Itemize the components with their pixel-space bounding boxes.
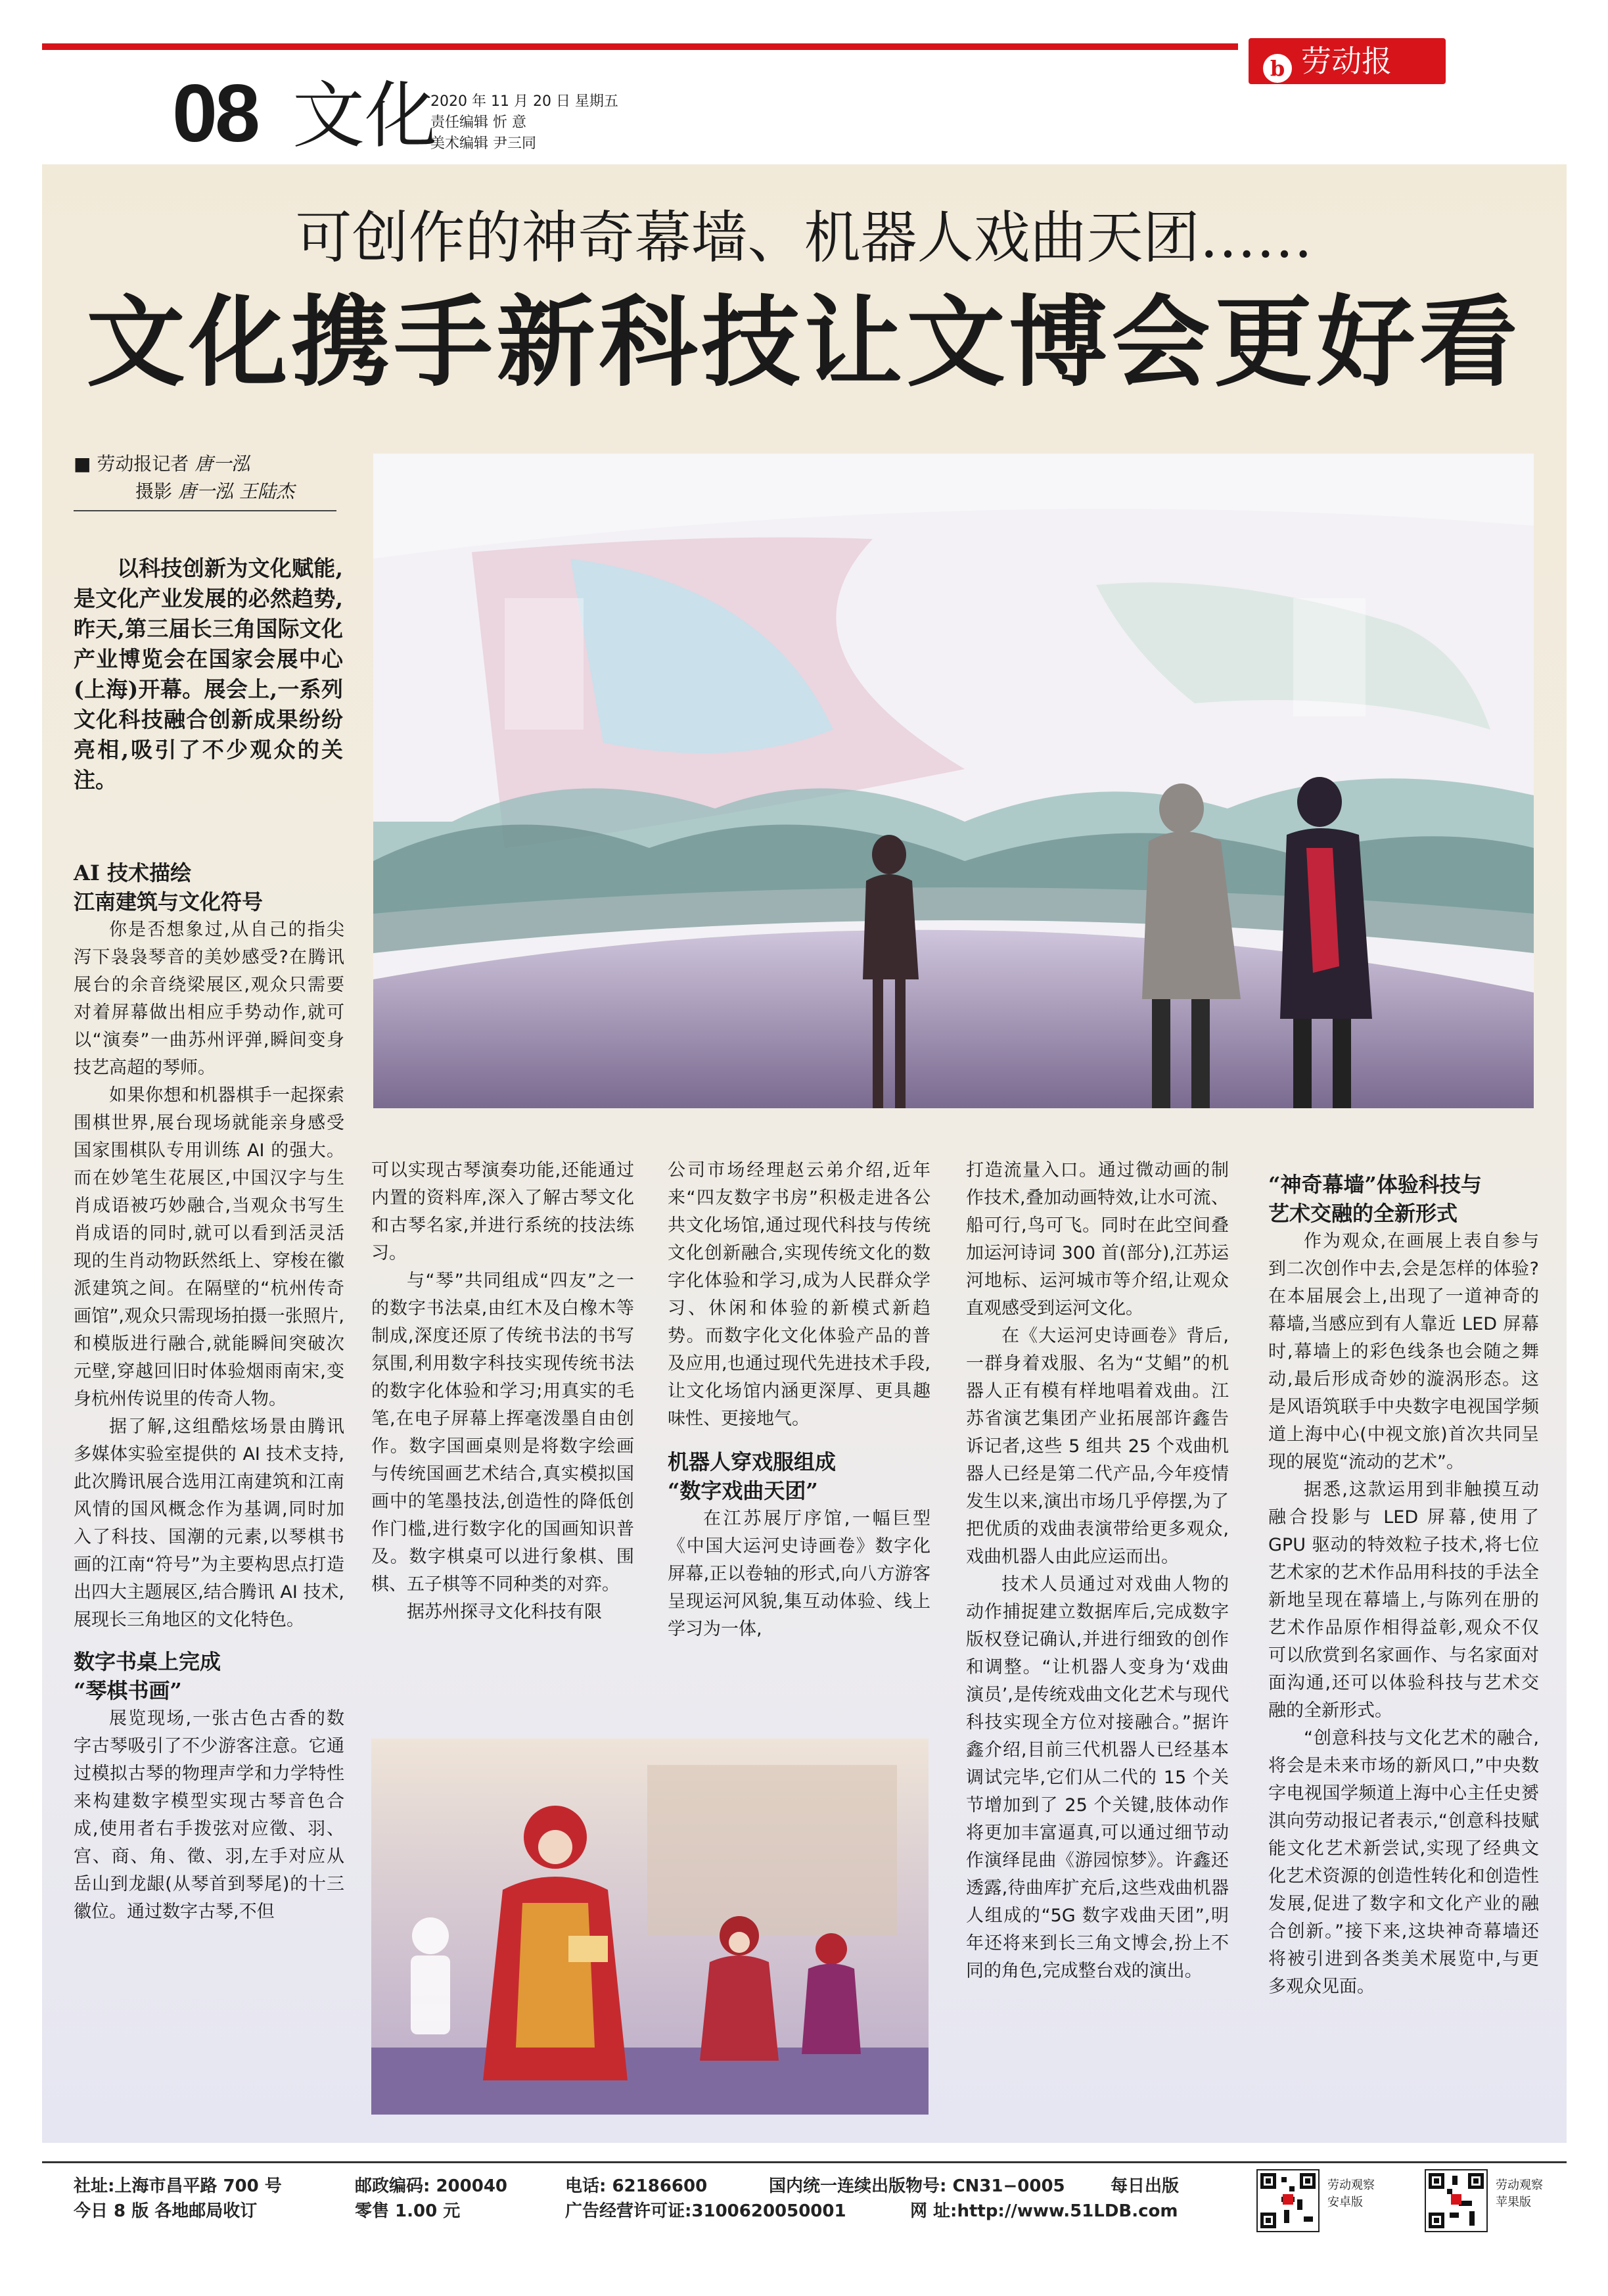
art-editor-credit: 美术编辑 尹三同 bbox=[430, 135, 536, 152]
section-heading-wall: “神奇幕墙”体验科技与 艺术交融的全新形式 bbox=[1268, 1172, 1482, 1226]
column-3 bbox=[668, 1157, 930, 1643]
paragraph: 在《大运河史诗画卷》背后,一群身着戏服、名为“艾鲳”的机器人正有模有样地唱着戏曲。江苏省演艺集团产业拓展部许鑫告诉记者,这些 5 组共 25 个戏曲机器人已经是第二代产品,今年疫情发生以来,演出市场几乎停摆,为了把优质的戏曲表演带给更多观众,戏曲机器人由此应运而出。 bbox=[966, 1326, 1229, 1567]
column-1 bbox=[74, 858, 344, 1926]
paragraph: “创意科技与文化艺术的融合,将会是未来市场的新风口,”中央数字电视国学频道上海中心主任史赟淇向劳动报记者表示,“创意科技赋能文化艺术新尝试,实现了经典文化艺术资源的创造性转化和创造性发展,促进了数字和文化产业的融合创新。”接下来,这块神奇幕墙还将被引进到各类美术展览中,与更多观众见面。 bbox=[1268, 1728, 1539, 1997]
paragraph: 公司市场经理赵云弟介绍,近年来“四友数字书房”积极走进各公共文化场馆,通过现代科技与传统文化创新融合,实现传统文化的数字化体验和学习,成为人民群众学习、休闲和体验的新模式新趋势。而数字化文化体验产品的普及应用,也通过现代先进技术手段,让文化场馆内涵更深厚、更具趣味性、更接地气。 bbox=[668, 1160, 930, 1429]
newspaper-logo bbox=[1249, 38, 1446, 84]
paragraph: 打造流量入口。通过微动画的制作技术,叠加动画特效,让水可流、船可行,鸟可飞。同时在此空间叠加运河诗词 300 首(部分),江苏运河地标、运河城市等介绍,让观众直观感受到运河文化。 bbox=[966, 1160, 1229, 1319]
footer-phone: 电话: 62186600 bbox=[565, 2176, 708, 2196]
qr-label-ios: 劳动观察 苹果版 bbox=[1496, 2178, 1543, 2209]
article-title: 文化携手新科技让文博会更好看 bbox=[86, 285, 1522, 400]
footer-ad-license: 广告经营许可证:3100620050001 bbox=[565, 2201, 846, 2221]
paragraph: 技术人员通过对戏曲人物的动作捕捉建立数据库后,完成数字版权登记确认,并进行细致的创作和调整。“让机器人变身为‘戏曲演员’,是传统戏曲文化艺术与现代科技实现全方位对接融合。”据许鑫介绍,目前三代机器人已经基本调试完毕,它们从二代的 15 个关节增加到了 25 个关键,肢体动作将更加丰富逼真,可以通过细节动作演绎昆曲《游园惊梦》。许鑫还透露,待曲库扩充后,这些戏曲机器人组成的“5G 数字戏曲天团”,明年还将来到长三角文博会,扮上不同的角色,完成整台戏的演出。 bbox=[966, 1574, 1229, 1981]
paragraph: 展览现场,一张古色古香的数字古琴吸引了不少游客注意。它通过模拟古琴的物理声学和力学特性来构建数字模型实现古琴音色合成,使用者右手拨弦对应徵、羽、宫、商、角、徵、羽,左手对应从岳山到龙龈(从琴首到琴尾)的十三徽位。通过数字古琴,不但 bbox=[74, 1708, 344, 1922]
footer-postcode: 邮政编码: 200040 bbox=[355, 2176, 507, 2196]
header-rule bbox=[42, 43, 1238, 50]
paragraph: 据苏州探寻文化科技有限 bbox=[407, 1602, 602, 1622]
qr-code-ios-icon[interactable] bbox=[1425, 2169, 1488, 2232]
footer-daily: 每日出版 bbox=[1111, 2176, 1180, 2196]
section-name: 文化 bbox=[292, 74, 437, 158]
byline-rule bbox=[74, 510, 336, 511]
paragraph: 如果你想和机器棋手一起探索围棋世界,展台现场就能亲身感受国家围棋队专用训练 AI 的强大。而在妙笔生花展区,中国汉字与生肖成语被巧妙融合,当观众书写生肖成语的同时,就可以看到活灵活现的生肖动物跃然纸上、穿梭在徽派建筑之间。在隔壁的“杭州传奇画馆”,观众只需现场拍摄一张照片,和模版进行融合,就能瞬间突破次元壁,穿越回旧时体验烟雨南宋,变身杭州传说里的传奇人物。 bbox=[74, 1085, 344, 1409]
paragraph: 在江苏展厅序馆,一幅巨型《中国大运河史诗画卷》数字化屏幕,正以卷轴的形式,向八方游客呈现运河风貌,集互动体验、线上学习为一体, bbox=[668, 1509, 930, 1639]
page-number: 08 bbox=[172, 68, 258, 159]
section-heading-ai: AI 技术描绘 江南建筑与文化符号 bbox=[74, 860, 264, 914]
paragraph: 据悉,这款运用到非触摸互动融合投影与 LED 屏幕,使用了 GPU 驱动的特效粒子技术,将七位艺术家的艺术作品用科技的手法全新地呈现在幕墙上,与陈列在册的艺术作品原作相得益彰,观众不仅可以欣赏到名家画作、与名家面对面沟通,还可以体验科技与艺术交融的全新形式。 bbox=[1268, 1480, 1539, 1721]
qr-code-android-icon[interactable] bbox=[1256, 2169, 1320, 2232]
byline-reporter: ■ 劳动报记者 唐一泓 bbox=[74, 453, 250, 475]
article-subtitle: 可创作的神奇幕墙、机器人戏曲天团…… bbox=[295, 205, 1313, 271]
paragraph: 你是否想象过,从自己的指尖泻下袅袅琴音的美妙感受?在腾讯展台的余音绕梁展区,观众只需要对着屏幕做出相应手势动作,就可以“演奏”一曲苏州评弹,瞬间变身技艺高超的琴师。 bbox=[74, 920, 344, 1078]
footer-website: 网 址:http://www.51LDB.com bbox=[910, 2201, 1178, 2221]
paragraph: 可以实现古琴演奏功能,还能通过内置的资料库,深入了解古琴文化和古琴名家,并进行系统的技法练习。 bbox=[371, 1160, 634, 1263]
logo-mark-icon: b bbox=[1263, 54, 1292, 83]
qr-pattern bbox=[1258, 2170, 1318, 2231]
column-5 bbox=[1268, 1170, 1539, 2001]
paragraph: 据了解,这组酷炫场景由腾讯多媒体实验室提供的 AI 技术支持,此次腾讯展合选用江南建筑和江南风情的国风概念作为基调,同时加入了科技、国潮的元素,以琴棋书画的江南“符号”为主要构思点打造出四大主题展区,结合腾讯 AI 技术,展现长三角地区的文化特色。 bbox=[74, 1417, 344, 1630]
column-2 bbox=[371, 1157, 634, 1626]
photo-digital-wall bbox=[373, 454, 1534, 1108]
paragraph: 与“琴”共同组成“四友”之一的数字书法桌,由红木及白橡木等制成,深度还原了传统书法的书写氛围,利用数字科技实现传统书法的数字化体验和学习;用真实的毛笔,在电子屏幕上挥毫泼墨自由创作。数字国画桌则是将数字绘画与传统国画艺术结合,真实模拟国画中的笔墨技法,创造性的降低创作门槛,进行数字化的国画知识普及。数字棋桌可以进行象棋、围棋、五子棋等不同种类的对弈。 bbox=[371, 1271, 634, 1595]
footer-pages: 今日 8 版 各地邮局收订 bbox=[74, 2201, 258, 2221]
footer-cn-number: 国内统一连续出版物号: CN31−0005 bbox=[769, 2176, 1065, 2196]
photo-opera-robots bbox=[371, 1739, 929, 2115]
section-heading-robot: 机器人穿戏服组成 “数字戏曲天团” bbox=[668, 1449, 837, 1503]
editor-credit: 责任编辑 忻 意 bbox=[430, 114, 526, 131]
footer-address: 社址:上海市昌平路 700 号 bbox=[74, 2176, 282, 2196]
column-4 bbox=[966, 1157, 1229, 1985]
qr-label-android: 劳动观察 安卓版 bbox=[1327, 2178, 1375, 2209]
footer-rule bbox=[42, 2161, 1567, 2163]
qr-pattern bbox=[1426, 2170, 1486, 2231]
issue-date: 2020 年 11 月 20 日 星期五 bbox=[430, 93, 618, 110]
digital-wall-illustration bbox=[373, 454, 1534, 1108]
section-heading-qinqi: 数字书桌上完成 “琴棋书画” bbox=[74, 1649, 221, 1703]
lead-paragraph: 以科技创新为文化赋能,是文化产业发展的必然趋势,昨天,第三届长三角国际文化产业博览会在国家会展中心(上海)开幕。展会上,一系列文化科技融合创新成果纷纷亮相,吸引了不少观众的关注。 bbox=[74, 555, 343, 793]
paragraph: 作为观众,在画展上表自参与到二次创作中去,会是怎样的体验?在本届展会上,出现了一道神奇的幕墙,当感应到有人靠近 LED 屏幕时,幕墙上的彩色线条也会随之舞动,最后形成奇妙的漩涡形态。这是风语筑联手中央数字电视国学频道上海中心(中视文旅)首次共同呈现的展览“流动的艺术”。 bbox=[1268, 1231, 1539, 1472]
byline-photo: 摄影 唐一泓 王陆杰 bbox=[135, 480, 294, 502]
opera-robots-illustration bbox=[371, 1739, 929, 2115]
logo-text: 劳动报 bbox=[1301, 43, 1392, 79]
footer-price: 零售 1.00 元 bbox=[355, 2201, 461, 2221]
